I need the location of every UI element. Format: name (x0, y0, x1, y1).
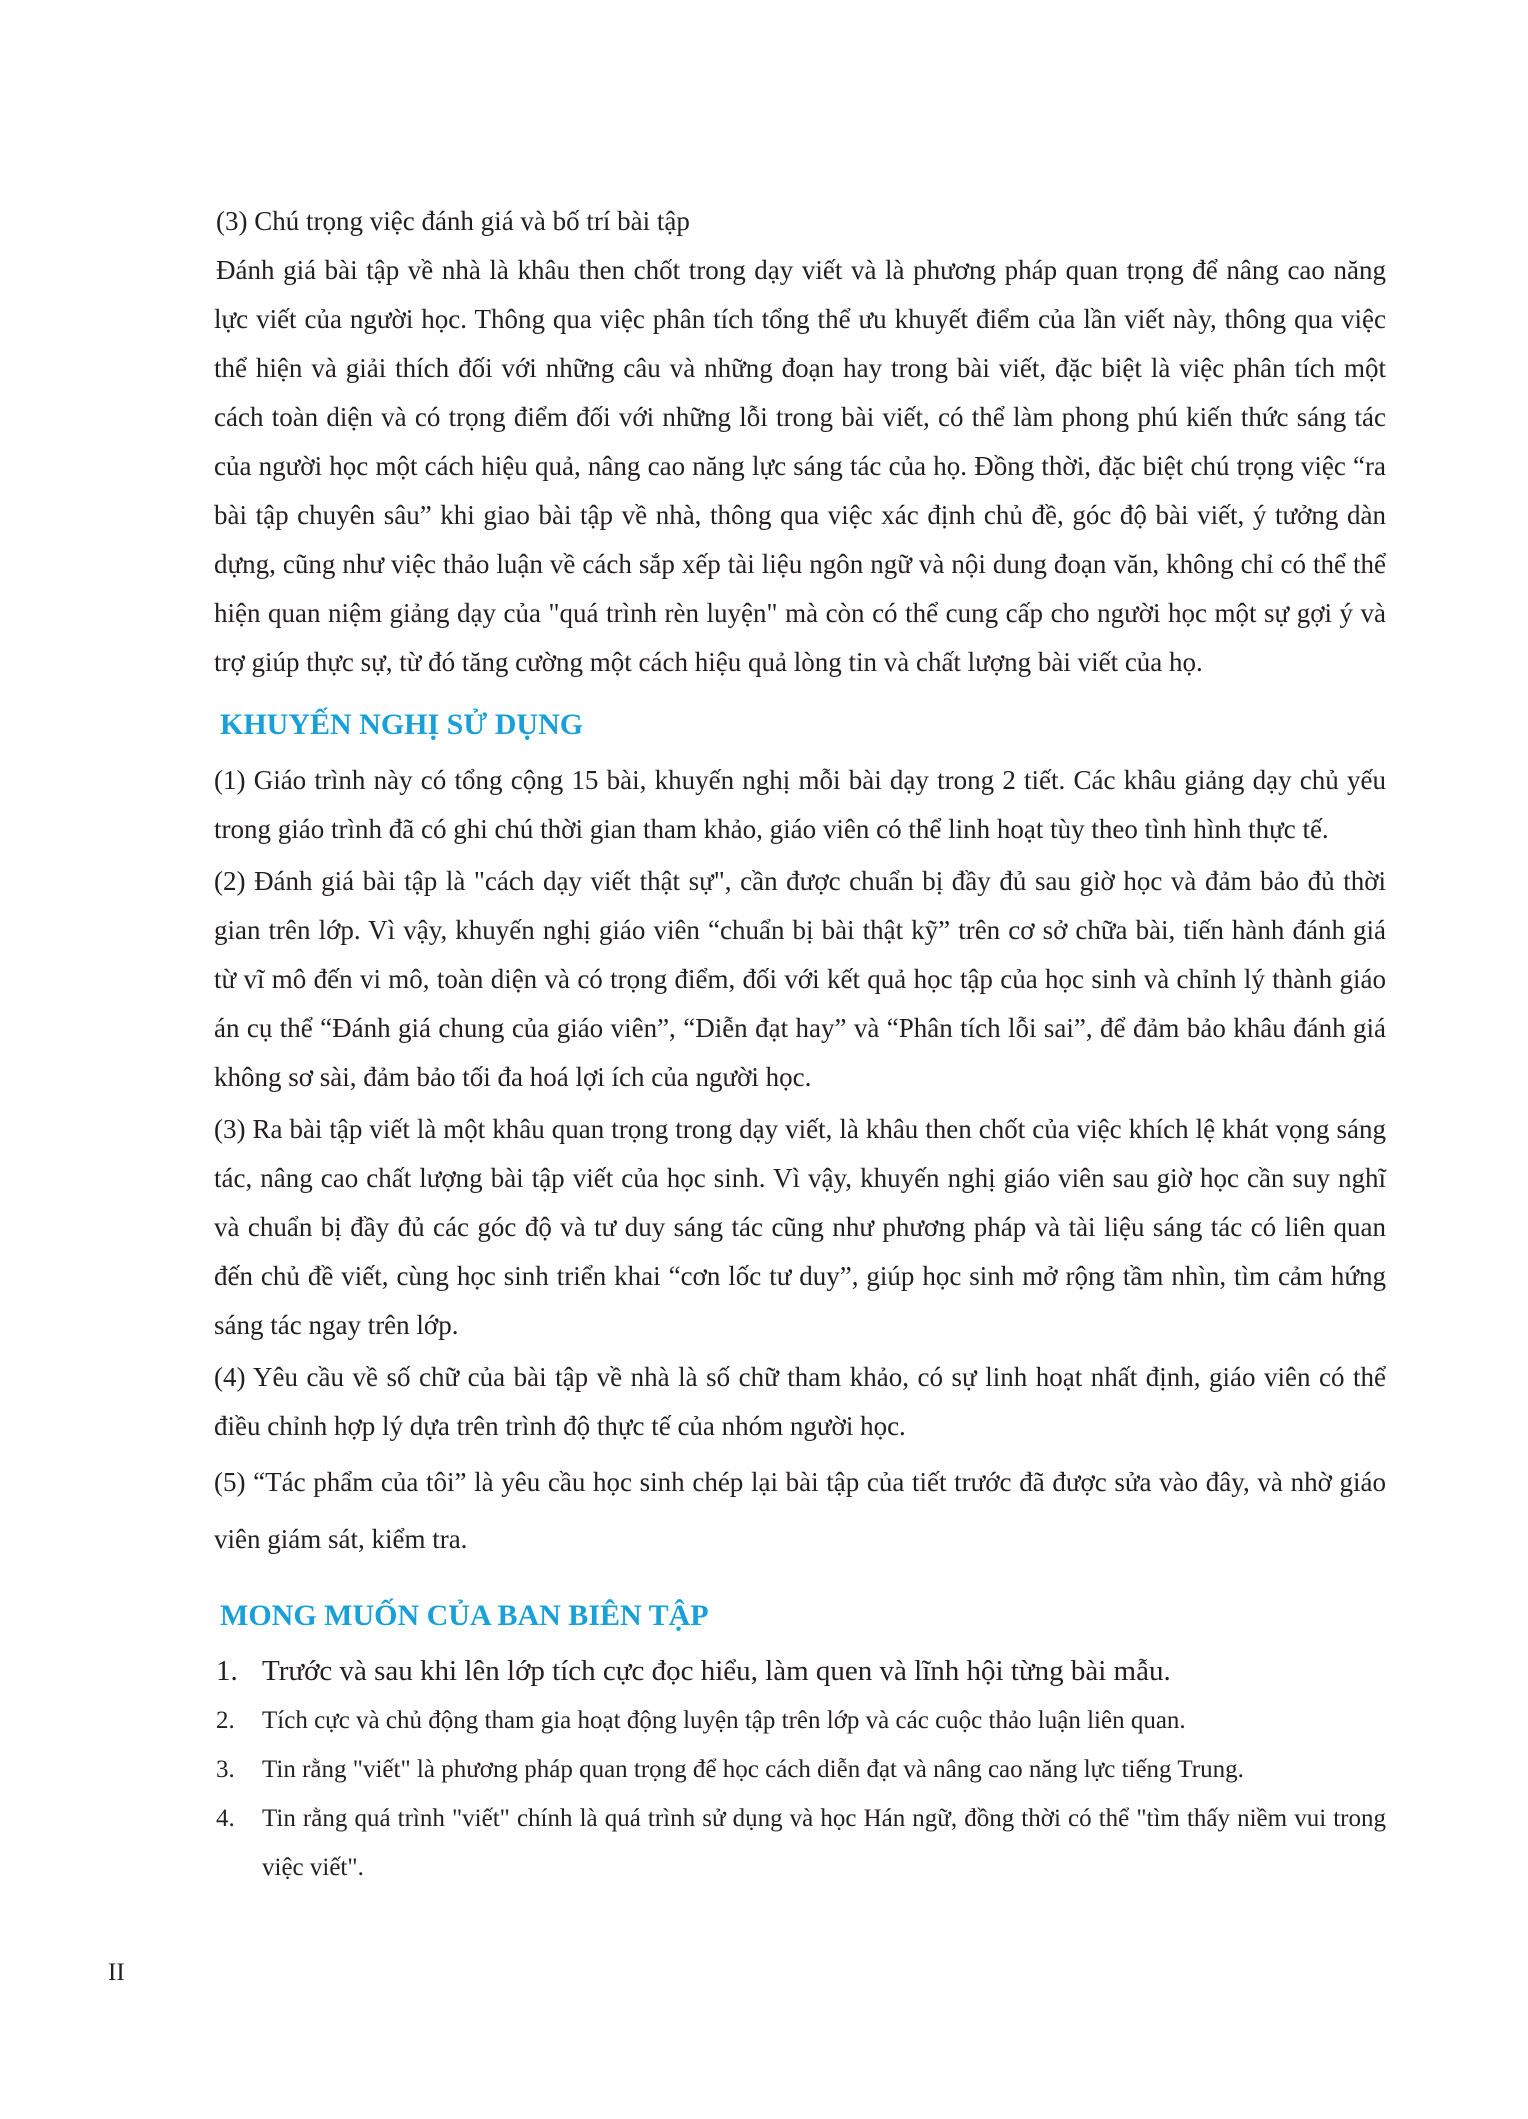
wish-text: Trước và sau khi lên lớp tích cực đọc hiểu, làm quen và lĩnh hội từng bài mẫu. (262, 1655, 1171, 1687)
wish-number: 1. (216, 1655, 238, 1687)
wish-text: Tích cực và chủ động tham gia hoạt động luyện tập trên lớp và các cuộc thảo luận liên quan. (262, 1707, 1186, 1734)
page-content (214, 197, 1386, 1892)
wish-item-2 (214, 1696, 1386, 1745)
intro-paragraph: Đánh giá bài tập về nhà là khâu then chốt trong dạy viết và là phương pháp quan trọng để nâng cao năng lực viết của người học. Thông qua việc phân tích tổng thể ưu khuyết điểm của lần viết này, thông qua việc thể hiện và giải thích đối với những câu và những đoạn hay trong bài viết, đặc biệt là việc phân tích một cách toàn diện và có trọng điểm đối với những lỗi trong bài viết, có thể làm phong phú kiến thức sáng tác của người học một cách hiệu quả, nâng cao năng lực sáng tác của họ. Đồng thời, đặc biệt chú trọng việc “ra bài tập chuyên sâu” khi giao bài tập về nhà, thông qua việc xác định chủ đề, góc độ bài viết, ý tưởng dàn dựng, cũng như việc thảo luận về cách sắp xếp tài liệu ngôn ngữ và nội dung đoạn văn, không chỉ có thể thể hiện quan niệm giảng dạy của "quá trình rèn luyện" mà còn có thể cung cấp cho người học một sự gợi ý và trợ giúp thực sự, từ đó tăng cường một cách hiệu quả lòng tin và chất lượng bài viết của họ. (214, 255, 1386, 677)
wishes-list (214, 1647, 1386, 1892)
wish-number: 4. (216, 1805, 235, 1832)
page-number: II (108, 1959, 125, 1986)
wish-text: Tin rằng "viết" là phương pháp quan trọng để học cách diễn đạt và nâng cao năng lực tiếng Trung. (262, 1756, 1244, 1783)
recommendations-list (214, 756, 1386, 1568)
recommendation-item-1: (1) Giáo trình này có tổng cộng 15 bài, khuyến nghị mỗi bài dạy trong 2 tiết. Các khâu giảng dạy chủ yếu trong giáo trình đã có ghi chú thời gian tham khảo, giáo viên có thể linh hoạt tùy theo tình hình thực tế. (214, 765, 1386, 844)
wish-number: 3. (216, 1756, 235, 1783)
wish-item-3 (214, 1745, 1386, 1794)
wish-text: Tin rằng quá trình "viết" chính là quá trình sử dụng và học Hán ngữ, đồng thời có thể "tìm thấy niềm vui trong việc viết". (262, 1805, 1386, 1881)
wish-number: 2. (216, 1707, 235, 1734)
recommendation-item-3: (3) Ra bài tập viết là một khâu quan trọng trong dạy viết, là khâu then chốt của việc khích lệ khát vọng sáng tác, nâng cao chất lượng bài tập viết của học sinh. Vì vậy, khuyến nghị giáo viên sau giờ học cần suy nghĩ và chuẩn bị đầy đủ các góc độ và tư duy sáng tác cũng như phương pháp và tài liệu sáng tác có liên quan đến chủ đề viết, cùng học sinh triển khai “cơn lốc tư duy”, giúp học sinh mở rộng tầm nhìn, tìm cảm hứng sáng tác ngay trên lớp. (214, 1114, 1386, 1340)
wish-item-4 (214, 1794, 1386, 1892)
recommendation-item-4: (4) Yêu cầu về số chữ của bài tập về nhà là số chữ tham khảo, có sự linh hoạt nhất định, giáo viên có thể điều chỉnh hợp lý dựa trên trình độ thực tế của nhóm người học. (214, 1362, 1386, 1441)
intro-subheading: (3) Chú trọng việc đánh giá và bố trí bài tập (216, 206, 690, 236)
recommendation-item-5: (5) “Tác phẩm của tôi” là yêu cầu học sinh chép lại bài tập của tiết trước đã được sửa vào đây, và nhờ giáo viên giám sát, kiểm tra. (214, 1467, 1386, 1554)
recommendations-heading: KHUYẾN NGHỊ SỬ DỤNG (220, 708, 584, 741)
recommendation-item-2: (2) Đánh giá bài tập là "cách dạy viết thật sự", cần được chuẩn bị đầy đủ sau giờ học và đảm bảo đủ thời gian trên lớp. Vì vậy, khuyến nghị giáo viên “chuẩn bị bài thật kỹ” trên cơ sở chữa bài, tiến hành đánh giá từ vĩ mô đến vi mô, toàn diện và có trọng điểm, đối với kết quả học tập của học sinh và chỉnh lý thành giáo án cụ thể “Đánh giá chung của giáo viên”, “Diễn đạt hay” và “Phân tích lỗi sai”, để đảm bảo khâu đánh giá không sơ sài, đảm bảo tối đa hoá lợi ích của người học. (214, 866, 1386, 1092)
wishes-heading: MONG MUỐN CỦA BAN BIÊN TẬP (220, 1599, 709, 1632)
wish-item-1 (214, 1647, 1386, 1696)
